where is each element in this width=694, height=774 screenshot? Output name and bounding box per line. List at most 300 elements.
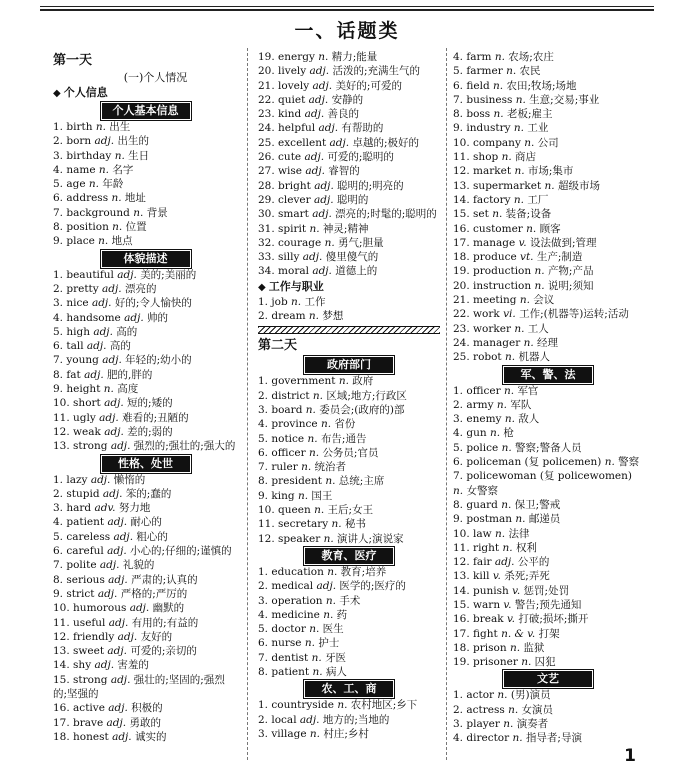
entry-part-of-speech: adj. xyxy=(308,93,329,106)
entry-meaning: 年轻的;幼小的 xyxy=(125,354,192,367)
entry-word: notice xyxy=(271,432,305,445)
entry-word: name xyxy=(66,163,96,176)
vocab-entry xyxy=(53,120,238,134)
entry-meaning: 活泼的;充满生气的 xyxy=(332,65,421,78)
entry-meaning: 难看的;丑陋的 xyxy=(122,411,189,424)
entry-part-of-speech: n. xyxy=(503,384,515,397)
entry-meaning: 傻里傻气的 xyxy=(325,251,379,264)
entry-part-of-speech: n. xyxy=(112,221,123,234)
entry-part-of-speech: adj. xyxy=(97,587,118,600)
entry-part-of-speech: adj. xyxy=(99,411,119,424)
entry-word: height xyxy=(66,383,101,396)
entry-part-of-speech: n. xyxy=(453,484,464,497)
entry-word: address xyxy=(66,192,109,205)
vocab-entry xyxy=(53,311,238,325)
page-title: 一、话题类 xyxy=(294,20,400,42)
vocab-entry xyxy=(258,517,440,531)
entry-number: 26. xyxy=(258,151,275,164)
entry-meaning: 强壮的;坚固的;强烈的;坚强的 xyxy=(53,673,225,700)
entry-meaning: 演奏者 xyxy=(516,718,549,731)
entry-part-of-speech: n. xyxy=(509,641,521,654)
entry-meaning: 美的;美丽的 xyxy=(140,268,197,281)
entry-part-of-speech: n. xyxy=(523,336,534,349)
entry-meaning: 秘书 xyxy=(345,518,366,531)
entry-number: 5. xyxy=(53,530,64,543)
entry-number: 8. xyxy=(258,665,269,678)
entry-word: lazy xyxy=(66,473,88,486)
entry-part-of-speech: adj. xyxy=(494,556,515,569)
vocab-entry xyxy=(53,501,238,515)
vocab-entry xyxy=(258,50,440,64)
entry-meaning: 打架 xyxy=(538,627,560,640)
entry-word: cute xyxy=(278,151,302,164)
vocab-entry xyxy=(453,731,643,745)
entry-number: 1. xyxy=(258,375,269,388)
entry-meaning: 生产;制造 xyxy=(536,251,583,264)
entry-word: industry xyxy=(466,122,511,135)
entry-word: young xyxy=(66,354,99,367)
page-number: 1 xyxy=(624,746,636,766)
entry-number: 12. xyxy=(53,425,70,438)
entry-word: ugly xyxy=(73,411,96,424)
entry-number: 3. xyxy=(453,718,464,731)
entry-meaning: 女演员 xyxy=(521,703,554,716)
entry-meaning: 说明;须知 xyxy=(547,279,594,292)
entry-word: prisoner xyxy=(473,656,518,669)
topic-heading-text: 工作与职业 xyxy=(268,279,324,293)
entry-number: 28. xyxy=(258,179,275,192)
vocab-entry xyxy=(53,425,238,439)
entry-word: market xyxy=(473,165,512,178)
entry-meaning: 睿智的 xyxy=(328,165,360,178)
entry-meaning: 女警察 xyxy=(466,484,498,497)
entry-part-of-speech: n. xyxy=(521,656,532,669)
entry-number: 8. xyxy=(53,573,64,586)
entry-meaning: 机器人 xyxy=(518,351,550,364)
vocab-entry xyxy=(453,322,643,336)
vocab-entry xyxy=(53,730,238,744)
entry-meaning: 友好的 xyxy=(140,630,173,643)
entry-meaning: 囚犯 xyxy=(534,656,556,669)
entry-number: 1. xyxy=(258,699,269,712)
entry-part-of-speech: n. xyxy=(114,149,125,162)
entry-meaning: 公务员;官员 xyxy=(322,446,379,459)
entry-part-of-speech: adj. xyxy=(102,354,122,367)
entry-meaning: 漂亮的;时髦的;聪明的 xyxy=(335,208,437,221)
entry-number: 2. xyxy=(53,135,64,148)
entry-word: medical xyxy=(271,580,314,593)
entry-word: district xyxy=(271,389,310,402)
entry-part-of-speech: n. xyxy=(515,513,526,526)
section-subheading: (一)个人情况 xyxy=(123,71,188,84)
vocab-entry xyxy=(258,309,440,323)
entry-number: 4. xyxy=(53,516,64,529)
entry-part-of-speech: n. xyxy=(308,310,319,323)
entry-number: 5. xyxy=(258,623,269,636)
entry-meaning: 农村地区;乡下 xyxy=(350,699,418,712)
vocab-entry xyxy=(258,179,440,193)
entry-meaning: 统治者 xyxy=(314,461,347,474)
entry-part-of-speech: adj. xyxy=(314,179,334,192)
entry-word: place xyxy=(66,235,95,248)
entry-part-of-speech: adj. xyxy=(106,716,127,729)
entry-part-of-speech: n. xyxy=(307,432,318,445)
entry-meaning: 布告;通告 xyxy=(320,432,367,445)
entry-meaning: 善良的 xyxy=(327,108,360,121)
entry-word: ruler xyxy=(271,461,298,474)
vocab-entry xyxy=(453,412,643,426)
entry-part-of-speech: adj. xyxy=(117,268,137,281)
vocab-entry xyxy=(53,353,238,367)
entry-number: 7. xyxy=(258,461,269,474)
entry-number: 15. xyxy=(453,208,470,221)
vocab-entry xyxy=(53,191,238,205)
entry-meaning: 聪明的;明亮的 xyxy=(337,179,404,192)
entry-number: 13. xyxy=(53,645,70,658)
entry-number: 6. xyxy=(453,79,464,92)
entry-part-of-speech: n. xyxy=(505,351,516,364)
entry-word: policewoman (复 policewomen) xyxy=(466,470,632,483)
entry-part-of-speech: n. xyxy=(297,489,309,502)
vocab-entry xyxy=(453,279,643,293)
entry-number: 1. xyxy=(258,295,269,308)
entry-word: punish xyxy=(473,584,509,597)
entry-word: postman xyxy=(466,513,513,526)
entry-number: 5. xyxy=(453,441,464,454)
entry-word: fat xyxy=(66,368,81,381)
entry-number: 1. xyxy=(453,384,464,397)
entry-word: dream xyxy=(271,310,306,323)
entry-number: 12. xyxy=(258,532,275,545)
day-heading: 第一天 xyxy=(53,53,93,68)
entry-number: 10. xyxy=(53,602,70,615)
entry-number: 17. xyxy=(53,716,70,729)
entry-meaning: 护士 xyxy=(318,637,340,650)
entry-number: 3. xyxy=(53,149,64,162)
entry-meaning: 警察;警备人员 xyxy=(515,441,582,454)
vocab-entry xyxy=(53,282,238,296)
entry-meaning: 名字 xyxy=(112,163,134,176)
entry-word: silly xyxy=(278,251,300,264)
entry-word: bright xyxy=(278,179,311,192)
vocab-entry xyxy=(258,207,440,221)
entry-part-of-speech: adj. xyxy=(318,122,339,135)
entry-word: police xyxy=(466,441,499,454)
entry-part-of-speech: n. xyxy=(309,222,320,235)
entry-word: polite xyxy=(66,559,97,572)
entry-number: 4. xyxy=(453,427,464,440)
entry-number: 8. xyxy=(53,368,64,381)
entry-number: 18. xyxy=(453,251,470,264)
entry-part-of-speech: n. xyxy=(506,65,517,78)
entry-part-of-speech: n. xyxy=(309,623,320,636)
entry-meaning: 教育;培养 xyxy=(340,565,387,578)
vocab-entry xyxy=(258,264,440,278)
entry-number: 9. xyxy=(453,513,464,526)
entry-part-of-speech: adj. xyxy=(110,440,131,453)
entry-word: local xyxy=(271,713,297,726)
entry-word: smart xyxy=(278,208,309,221)
entry-word: careful xyxy=(66,545,104,558)
entry-meaning: 短的;矮的 xyxy=(127,397,173,410)
entry-meaning: 安静的 xyxy=(331,93,364,106)
entry-meaning: 地方的;当地的 xyxy=(322,713,390,726)
entry-word: work xyxy=(473,308,500,321)
entry-number: 15. xyxy=(453,598,470,611)
entry-word: handsome xyxy=(66,311,121,324)
entry-number: 17. xyxy=(453,236,470,249)
entry-word: sweet xyxy=(73,645,105,658)
entry-word: birthday xyxy=(66,149,112,162)
entry-part-of-speech: adj. xyxy=(94,135,115,148)
entry-part-of-speech: adj. xyxy=(304,151,325,164)
entry-part-of-speech: n. xyxy=(534,265,545,278)
entry-part-of-speech: n. xyxy=(88,178,100,191)
entry-part-of-speech: adj. xyxy=(94,659,115,672)
entry-meaning: 政府 xyxy=(352,375,374,388)
entry-part-of-speech: n. xyxy=(337,699,348,712)
vocab-entry xyxy=(53,601,238,615)
entry-number: 23. xyxy=(453,322,470,335)
entry-word: produce xyxy=(473,251,517,264)
entry-number: 3. xyxy=(53,502,64,515)
entry-meaning: 邮递员 xyxy=(528,513,561,526)
entry-word: farm xyxy=(466,51,492,63)
category-heading: 农、工、商 xyxy=(305,681,393,697)
entry-meaning: 积极的 xyxy=(131,702,163,715)
entry-number: 8. xyxy=(53,221,64,234)
entry-meaning: 产物;产品 xyxy=(547,265,594,278)
entry-word: serious xyxy=(66,573,105,586)
entry-meaning: 公司 xyxy=(537,136,559,149)
entry-meaning: 高的 xyxy=(109,340,131,353)
vocab-entry xyxy=(453,598,643,612)
entry-number: 6. xyxy=(53,192,64,205)
entry-part-of-speech: adj. xyxy=(113,530,134,543)
entry-part-of-speech: n. xyxy=(133,206,144,219)
vocab-entry xyxy=(258,107,440,121)
vocab-entry xyxy=(53,268,238,282)
entry-part-of-speech: adj. xyxy=(305,165,325,178)
entry-number: 5. xyxy=(53,178,64,191)
entry-meaning: 诚实的 xyxy=(134,730,167,743)
entry-word: boss xyxy=(466,108,491,121)
entry-meaning: 老板;雇主 xyxy=(507,108,553,121)
column-3 xyxy=(453,50,643,746)
entry-number: 4. xyxy=(258,608,269,621)
entry-part-of-speech: adj. xyxy=(108,616,129,629)
entry-word: field xyxy=(466,79,490,92)
entry-part-of-speech: vt. xyxy=(520,251,534,264)
entry-number: 9. xyxy=(53,587,64,600)
entry-word: useful xyxy=(73,616,106,629)
entry-number: 30. xyxy=(258,208,275,221)
category-heading: 体貌描述 xyxy=(102,251,190,267)
vocab-entry xyxy=(53,396,238,410)
vocab-entry xyxy=(53,515,238,529)
entry-number: 2. xyxy=(53,282,64,295)
entry-number: 3. xyxy=(258,403,269,416)
category-heading: 政府部门 xyxy=(305,357,393,373)
entry-word: honest xyxy=(73,730,109,743)
entry-number: 25. xyxy=(258,136,275,149)
vocab-entry xyxy=(53,325,238,339)
entry-word: law xyxy=(473,527,492,540)
entry-number: 31. xyxy=(258,222,275,235)
entry-word: spirit xyxy=(278,222,307,235)
entry-number: 17. xyxy=(453,627,470,640)
entry-part-of-speech: adj. xyxy=(104,425,124,438)
entry-word: shop xyxy=(473,151,499,164)
entry-meaning: 幽默的 xyxy=(152,602,185,615)
vocab-entry xyxy=(258,136,440,150)
entry-part-of-speech: n. xyxy=(494,51,505,63)
entry-number: 25. xyxy=(453,351,470,364)
entry-meaning: 差的;弱的 xyxy=(127,425,173,438)
entry-part-of-speech: n. xyxy=(534,279,545,292)
entry-part-of-speech: n. & v. xyxy=(501,627,536,640)
vocab-entry xyxy=(258,489,440,503)
entry-number: 3. xyxy=(258,594,269,607)
vocab-entry xyxy=(453,222,643,236)
entry-part-of-speech: n. xyxy=(524,136,535,149)
entry-word: supermarket xyxy=(473,179,542,192)
vocab-entry xyxy=(453,164,643,178)
entry-word: customer xyxy=(473,222,523,235)
vocab-entry xyxy=(453,307,643,321)
entry-word: business xyxy=(466,93,513,106)
entry-number: 9. xyxy=(453,122,464,135)
entry-part-of-speech: v. xyxy=(506,613,515,626)
entry-word: speaker xyxy=(278,532,321,545)
topic-heading xyxy=(258,279,440,295)
entry-meaning: 指导者;导演 xyxy=(525,732,582,745)
entry-meaning: 装备;设备 xyxy=(505,208,552,221)
entry-number: 24. xyxy=(453,336,470,349)
entry-part-of-speech: adj. xyxy=(102,487,123,500)
entry-word: quiet xyxy=(278,93,306,106)
vocab-entry xyxy=(258,236,440,250)
entry-word: secretary xyxy=(278,518,329,531)
vocab-entry xyxy=(453,527,643,541)
entry-number: 11. xyxy=(258,518,275,531)
entry-word: company xyxy=(473,136,521,149)
entry-part-of-speech: adj. xyxy=(312,208,332,221)
entry-word: kind xyxy=(278,108,302,121)
entry-word: beautiful xyxy=(66,268,114,281)
entry-number: 11. xyxy=(53,411,70,424)
entry-part-of-speech: adj. xyxy=(99,559,120,572)
entry-word: fight xyxy=(473,627,498,640)
day-heading: 第二天 xyxy=(258,338,298,354)
entry-part-of-speech: n. xyxy=(493,108,504,121)
entry-number: 21. xyxy=(258,79,275,92)
entry-number: 6. xyxy=(258,637,269,650)
entry-meaning: 军队 xyxy=(510,398,532,411)
entry-number: 4. xyxy=(453,732,464,745)
entry-word: policeman (复 policemen) xyxy=(466,456,602,469)
entry-part-of-speech: n. xyxy=(515,93,526,106)
vocab-entry xyxy=(258,698,440,712)
vocab-entry xyxy=(53,296,238,310)
entry-number: 16. xyxy=(453,613,470,626)
entry-word: set xyxy=(473,208,489,221)
vocab-entry xyxy=(258,222,440,236)
entry-word: lively xyxy=(278,65,307,78)
entry-number: 27. xyxy=(258,165,275,178)
entry-meaning: 神灵;精神 xyxy=(322,222,369,235)
vocab-entry xyxy=(453,236,643,250)
vocab-entry xyxy=(453,512,643,526)
topic-heading-text: 个人信息 xyxy=(63,86,108,99)
entry-word: shy xyxy=(73,659,92,672)
vocab-entry xyxy=(53,630,238,644)
entry-part-of-speech: n. xyxy=(323,608,334,621)
diamond-bullet-icon: ◆ xyxy=(53,88,61,99)
entry-part-of-speech: n. xyxy=(318,51,329,63)
entry-word: countryside xyxy=(271,699,334,712)
entry-part-of-speech: n. xyxy=(512,732,523,745)
vocab-entry xyxy=(53,701,238,715)
entry-number: 18. xyxy=(53,730,70,743)
entry-meaning: 惩罚;处罚 xyxy=(523,584,570,597)
vocab-entry xyxy=(53,368,238,382)
entry-word: courage xyxy=(278,236,322,249)
entry-number: 2. xyxy=(258,580,269,593)
vocab-entry xyxy=(258,93,440,107)
entry-part-of-speech: v. xyxy=(518,236,527,249)
entry-part-of-speech: n. xyxy=(320,418,332,431)
entry-number: 6. xyxy=(453,456,464,469)
vocab-entry xyxy=(258,608,440,622)
entry-number: 12. xyxy=(453,556,470,569)
entry-word: wise xyxy=(278,165,302,178)
vocab-entry xyxy=(453,250,643,264)
entry-meaning: 法律 xyxy=(508,527,530,540)
entry-word: hard xyxy=(66,502,92,515)
entry-part-of-speech: adj. xyxy=(329,136,350,149)
entry-meaning: 好的;令人愉快的 xyxy=(114,297,192,310)
entry-meaning: 工厂 xyxy=(527,193,549,206)
vocab-entry xyxy=(53,206,238,220)
entry-number: 2. xyxy=(453,703,464,716)
entry-meaning: 出生的 xyxy=(117,135,149,148)
entry-part-of-speech: n. xyxy=(489,427,501,440)
entry-word: stupid xyxy=(66,487,100,500)
entry-number: 14. xyxy=(453,193,470,206)
entry-word: careless xyxy=(66,530,111,543)
entry-part-of-speech: adj. xyxy=(91,297,112,310)
entry-word: strong xyxy=(73,440,108,453)
entry-meaning: 小心的;仔细的;谨慎的 xyxy=(130,545,232,558)
entry-number: 34. xyxy=(258,265,275,278)
entry-part-of-speech: adj. xyxy=(314,193,334,206)
entry-meaning: 区域;地方;行政区 xyxy=(326,389,407,402)
entry-word: moral xyxy=(278,265,309,278)
entry-word: friendly xyxy=(73,630,115,643)
entry-word: age xyxy=(66,178,86,191)
entry-part-of-speech: n. xyxy=(495,527,506,540)
vocab-entry xyxy=(258,474,440,488)
entry-meaning: 害羞的 xyxy=(117,659,149,672)
vocab-entry xyxy=(258,403,440,417)
entry-meaning: 药 xyxy=(336,608,348,621)
vocab-entry xyxy=(453,107,643,121)
vocab-entry xyxy=(53,411,238,425)
entry-meaning: 帅的 xyxy=(147,311,169,324)
entry-word: president xyxy=(271,475,322,488)
entry-part-of-speech: n. xyxy=(508,703,519,716)
